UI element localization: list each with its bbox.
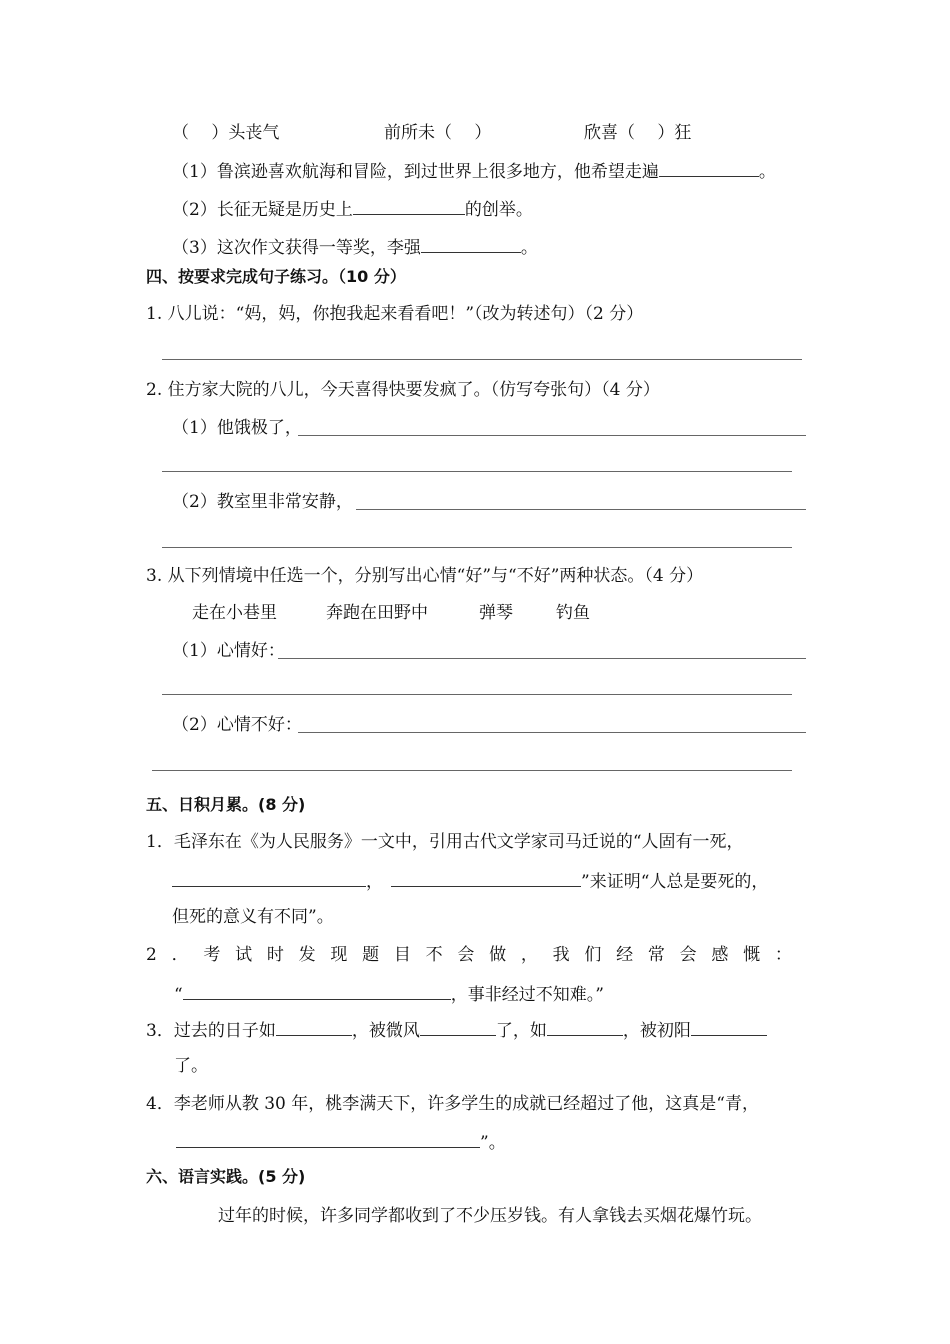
s3-q1-text: （1）鲁滨逊喜欢航海和冒险，到过世界上很多地方，他希望走遍 bbox=[172, 162, 659, 182]
s5-question-1-line-1: 1．毛泽东在《为人民服务》一文中，引用古代文学家司马迁说的“人固有一死， bbox=[146, 832, 744, 852]
s4-q3-a-line-2[interactable] bbox=[162, 694, 792, 695]
idiom-3: 欣喜（ ）狂 bbox=[584, 123, 692, 143]
s4-q3-b-line[interactable] bbox=[298, 732, 806, 733]
s5-q2-char: 发 bbox=[298, 945, 316, 965]
s5-q1-sep: ， bbox=[366, 872, 383, 892]
s5-q2-char: ， bbox=[520, 945, 538, 965]
s5-q3-blank-2[interactable] bbox=[420, 1019, 496, 1036]
s3-q2-blank[interactable] bbox=[353, 198, 465, 215]
s4-q3-b-label: （2）心情不好： bbox=[172, 715, 302, 735]
s3-q2-end: 的创举。 bbox=[464, 200, 533, 220]
s5-q3-part-2: ，被微风 bbox=[351, 1021, 420, 1041]
s5-q3-blank-3[interactable] bbox=[547, 1019, 623, 1036]
s5-q3-blank-1[interactable] bbox=[276, 1019, 352, 1036]
s5-q2-char: 感 bbox=[711, 945, 729, 965]
s5-question-2-line-1 bbox=[146, 944, 792, 966]
s5-question-2-line-2 bbox=[174, 983, 604, 1006]
s5-question-4-line-2 bbox=[176, 1131, 506, 1154]
s4-q1-answer-line[interactable] bbox=[162, 359, 802, 360]
s3-q3-blank[interactable] bbox=[421, 236, 521, 253]
s5-q3-part-3: 了，如 bbox=[495, 1021, 547, 1041]
s4-question-2: 2. 住方家大院的八儿，今天喜得快要发疯了。（仿写夸张句）（4 分） bbox=[146, 380, 660, 400]
section5-heading: 五、日积月累。(8 分) bbox=[146, 795, 306, 814]
s4-q2-b-label: （2）教室里非常安静， bbox=[172, 492, 353, 512]
s5-q2-char: 时 bbox=[266, 945, 284, 965]
s5-q1-blank-1[interactable] bbox=[172, 870, 366, 887]
s5-q2-char: 慨 bbox=[743, 945, 761, 965]
s3-q3-text: （3）这次作文获得一等奖，李强 bbox=[172, 238, 421, 258]
s4-question-3: 3. 从下列情境中任选一个，分别写出心情“好”与“不好”两种状态。（4 分） bbox=[146, 566, 704, 586]
s5-q2-char: ． bbox=[171, 945, 189, 965]
s3-question-2 bbox=[172, 198, 533, 221]
s5-question-3-line-2: 了。 bbox=[174, 1056, 208, 1076]
s5-question-4-line-1: 4．李老师从教 30 年，桃李满天下，许多学生的成就已经超过了他，这真是“青， bbox=[146, 1094, 759, 1114]
s5-q3-part-4: ，被初阳 bbox=[622, 1021, 691, 1041]
s3-question-3 bbox=[172, 236, 538, 259]
scene-4: 钓鱼 bbox=[556, 603, 590, 623]
scene-3: 弹琴 bbox=[479, 603, 513, 623]
section4-heading: 四、按要求完成句子练习。（10 分） bbox=[146, 267, 406, 286]
s5-q2-char: 现 bbox=[330, 945, 348, 965]
s5-q2-open-quote: “ bbox=[174, 985, 183, 1005]
s5-q2-char: 常 bbox=[647, 945, 665, 965]
s4-q3-a-label: （1）心情好： bbox=[172, 641, 285, 661]
s5-q2-char: 做 bbox=[489, 945, 507, 965]
s3-q2-text: （2）长征无疑是历史上 bbox=[172, 200, 353, 220]
s4-q3-b-line-2[interactable] bbox=[152, 770, 792, 771]
s4-q2-b-line[interactable] bbox=[356, 509, 806, 510]
scene-1: 走在小巷里 bbox=[192, 603, 277, 623]
s5-q2-continuation: ，事非经过不知难。” bbox=[450, 985, 604, 1005]
s5-q3-part-1: 3．过去的日子如 bbox=[146, 1021, 276, 1041]
idiom-2: 前所未（ ） bbox=[384, 123, 492, 143]
s5-q2-char: 们 bbox=[584, 945, 602, 965]
s3-q1-end: 。 bbox=[758, 162, 776, 182]
s5-q2-char: 2 bbox=[146, 945, 157, 965]
s5-q2-char: ： bbox=[774, 945, 792, 965]
s5-q2-char: 不 bbox=[425, 945, 443, 965]
s5-q2-char: 会 bbox=[679, 945, 697, 965]
s5-question-1-line-3: 但死的意义有不同”。 bbox=[172, 907, 334, 927]
scene-2: 奔跑在田野中 bbox=[326, 603, 428, 623]
s6-passage: 过年的时候，许多同学都收到了不少压岁钱。有人拿钱去买烟花爆竹玩。 bbox=[218, 1206, 762, 1226]
s4-q2-a-line[interactable] bbox=[298, 435, 806, 436]
s4-q2-a-label: （1）他饿极了， bbox=[172, 418, 302, 438]
s3-question-1 bbox=[172, 160, 776, 183]
s5-q2-char: 试 bbox=[235, 945, 253, 965]
s5-q2-char: 题 bbox=[362, 945, 380, 965]
s4-q3-a-line[interactable] bbox=[278, 658, 806, 659]
s5-q2-spaced-text bbox=[146, 944, 792, 966]
s5-q3-blank-4[interactable] bbox=[691, 1019, 767, 1036]
idiom-1: （ ）头丧气 bbox=[172, 123, 280, 143]
s5-q4-end: ”。 bbox=[480, 1133, 506, 1153]
s5-q2-blank[interactable] bbox=[183, 983, 451, 1000]
s5-q2-char: 目 bbox=[393, 945, 411, 965]
s4-q2-a-line-2[interactable] bbox=[162, 471, 792, 472]
s5-question-1-line-2 bbox=[172, 870, 768, 893]
section6-heading: 六、语言实践。(5 分) bbox=[146, 1167, 306, 1186]
s3-q3-end: 。 bbox=[520, 238, 538, 258]
s5-q2-char: 我 bbox=[552, 945, 570, 965]
s5-q1-continuation: ”来证明“人总是要死的， bbox=[581, 872, 769, 892]
s5-q2-char: 考 bbox=[203, 945, 221, 965]
s5-q1-blank-2[interactable] bbox=[391, 870, 581, 887]
s5-q2-char: 经 bbox=[616, 945, 634, 965]
s5-q4-blank[interactable] bbox=[176, 1131, 480, 1148]
s3-q1-blank[interactable] bbox=[659, 160, 759, 177]
s5-question-3-line-1 bbox=[146, 1019, 767, 1042]
s5-q2-char: 会 bbox=[457, 945, 475, 965]
s4-question-1: 1. 八儿说：“妈，妈，你抱我起来看看吧！”（改为转述句）（2 分） bbox=[146, 304, 644, 324]
s4-q2-b-line-2[interactable] bbox=[162, 547, 792, 548]
